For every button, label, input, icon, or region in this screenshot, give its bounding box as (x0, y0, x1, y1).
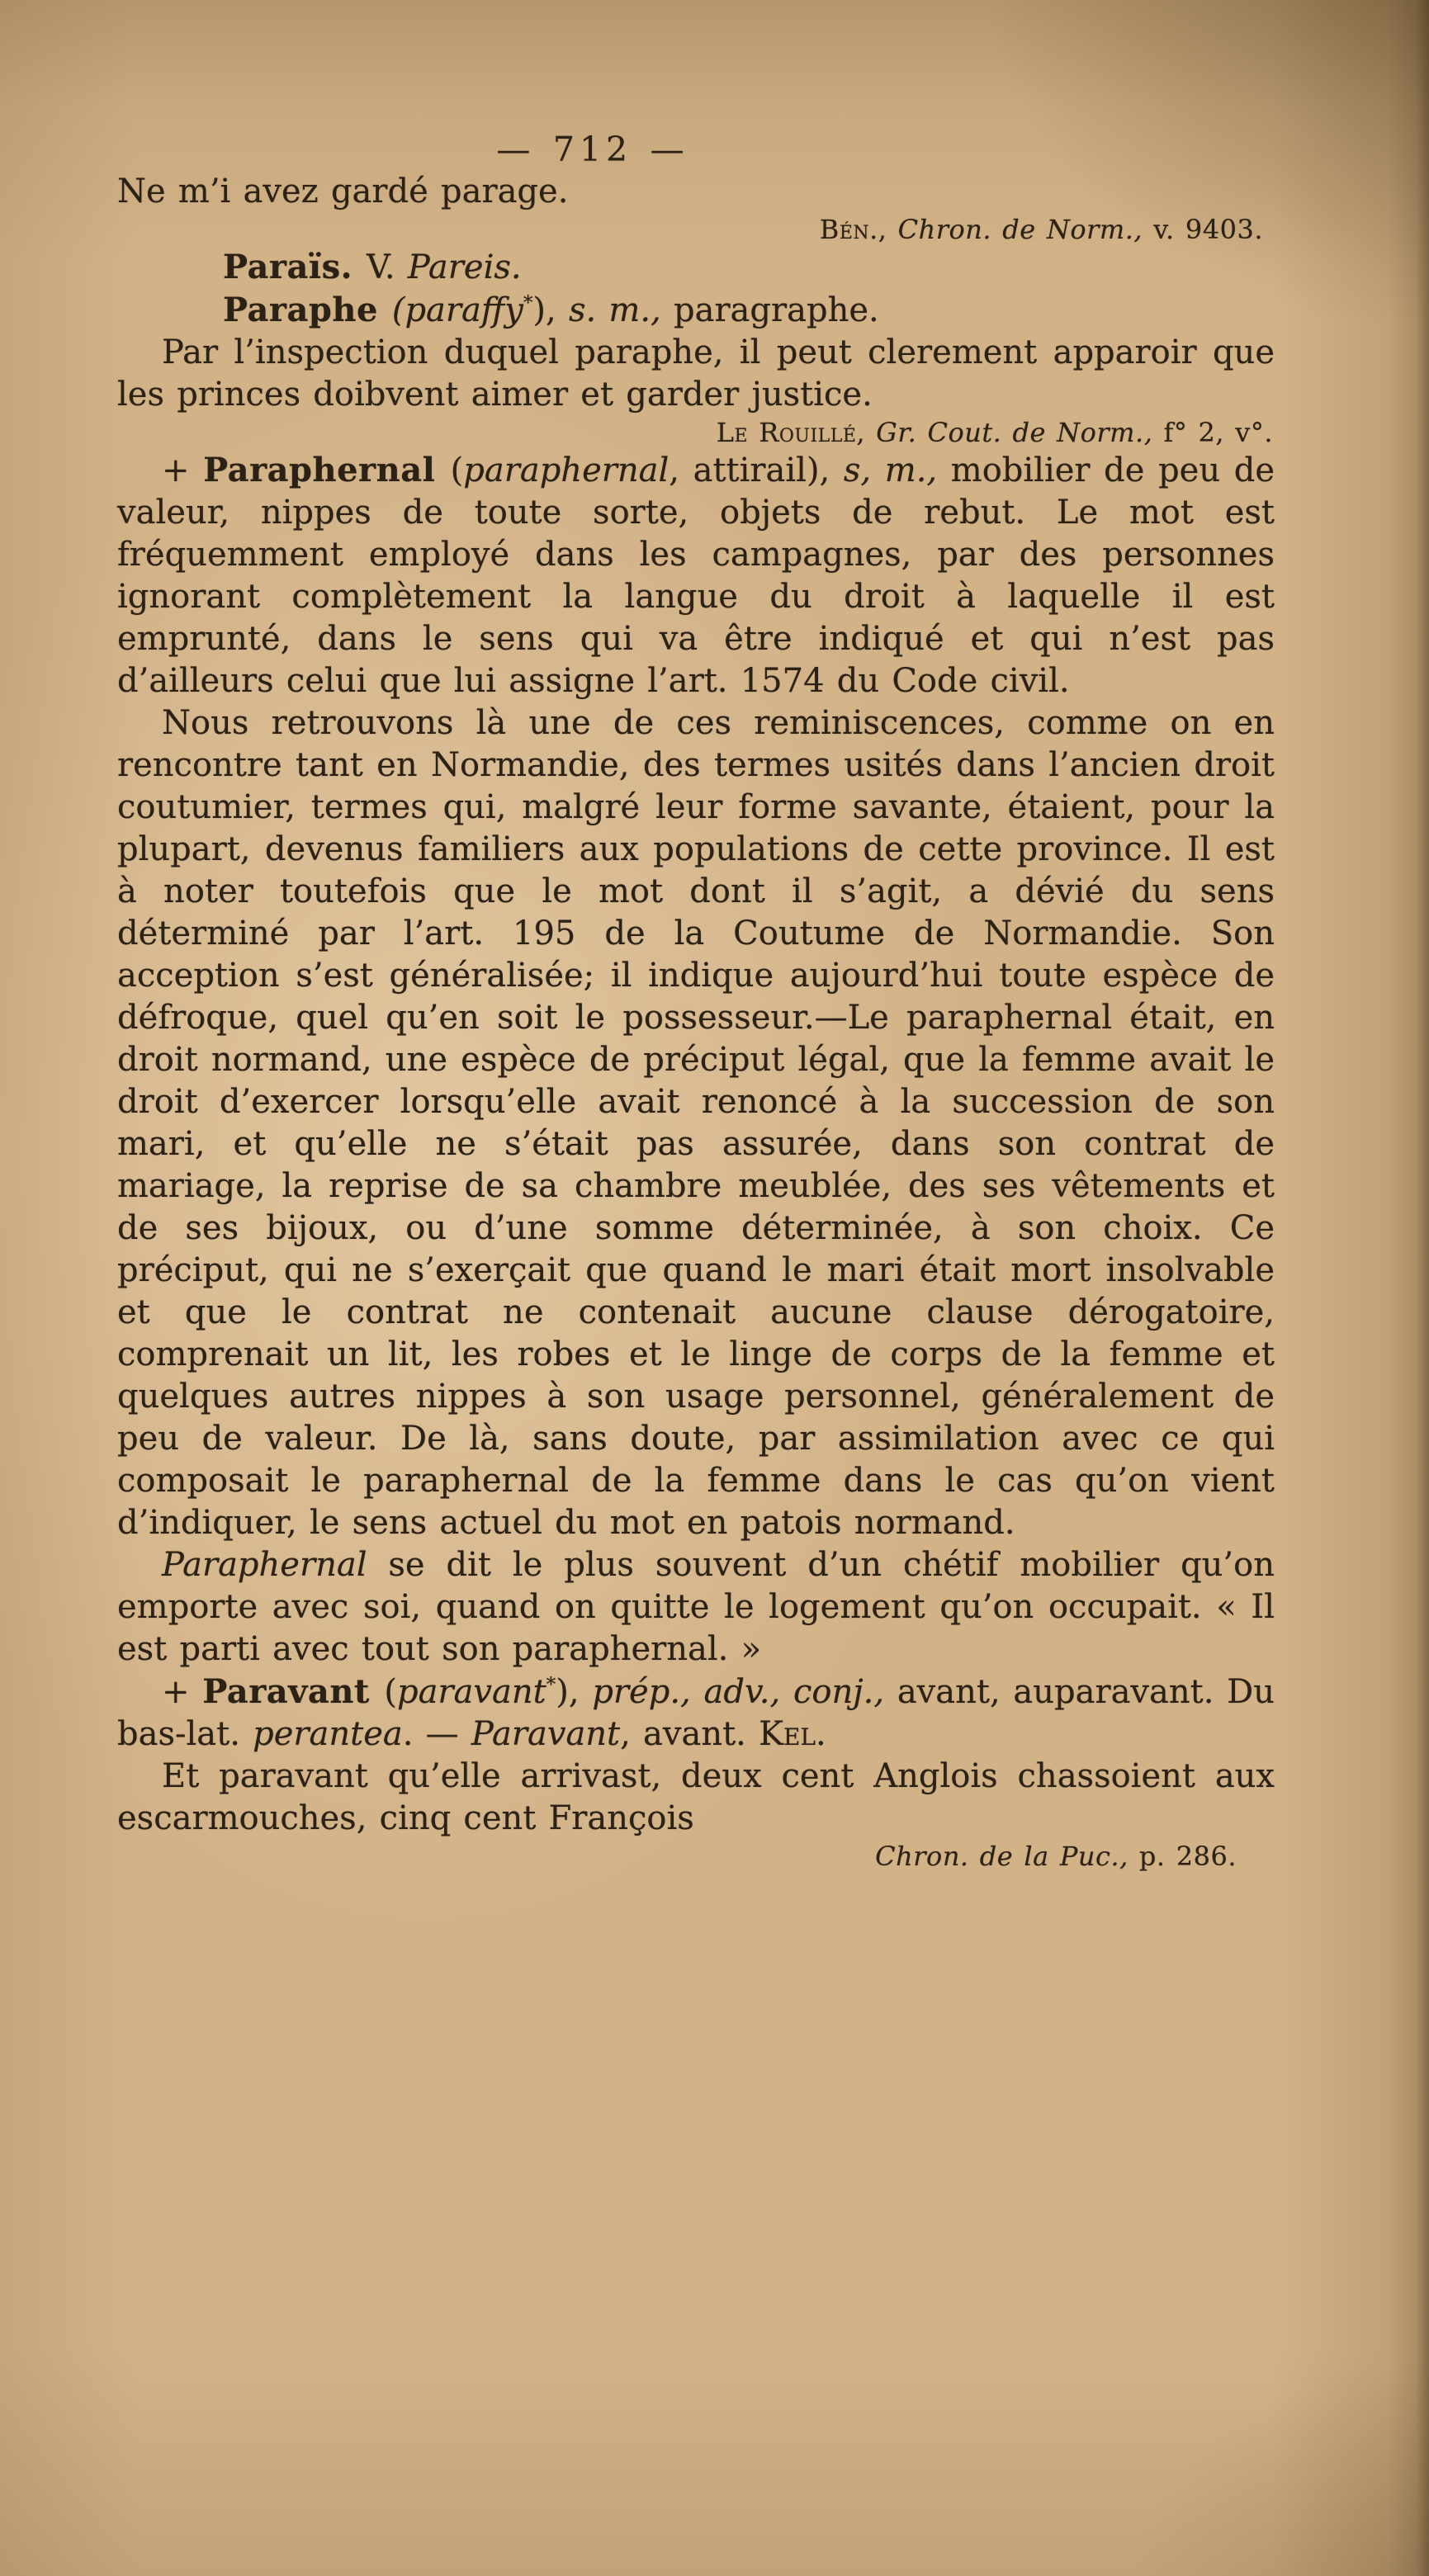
entry-paraphe (117, 289, 1275, 332)
page-content (117, 0, 1275, 1873)
etymon-paraffy: (paraffy (391, 291, 523, 329)
headword-paraphe: Paraphe (223, 291, 392, 329)
gloss-paraphe: paragraphe. (673, 291, 879, 329)
part-of-speech: prép., adv., conj., (592, 1673, 897, 1711)
plus-sign: + (162, 1673, 203, 1711)
paren-open: ( (384, 1673, 397, 1711)
citation-le-rouille (117, 416, 1275, 449)
asterisk-mark: * (546, 1673, 556, 1696)
gloss-paravant: avant, auparavant. Du bas-lat. (117, 1673, 1275, 1753)
definition-paraphernal: mobilier de peu de valeur, nippes de toute sorte, objets de rebut. Le mot est fréquemment employé dans les campagnes, par des personnes ignorant complètement la langue du droit à laquelle il est emprunté, dans le sens qui va être indiqué et qui n’est pas d’ailleurs celui que lui assigne l’art. 1574 du Code civil. (117, 451, 1275, 700)
etymon-paraphernal: paraphernal (463, 451, 670, 489)
headword-parais: Paraïs. (223, 248, 367, 286)
entry-parais (117, 246, 1275, 289)
citation-chron-puc (117, 1840, 1275, 1873)
paren-open: ( (450, 451, 464, 489)
cross-reference: Pareis. (407, 248, 522, 286)
latin-etymon: perantea (253, 1715, 403, 1753)
quote-parage-line: Ne m’i avez gardé parage. (117, 173, 569, 210)
etymon-paravant: paravant (396, 1673, 547, 1711)
citation-work: Chron. de la Puc., (875, 1841, 1139, 1872)
variant-form: Paravant (471, 1715, 621, 1753)
asterisk-mark: * (523, 291, 533, 314)
quote-paravant: Et paravant qu’elle arrivast, deux cent Anglois chassoient aux escarmouches, cinq cent François (117, 1757, 1275, 1837)
citation-author: Le Rouillé, (716, 417, 877, 448)
headword-paraphernal: Paraphernal (203, 451, 451, 489)
citation-ref: p. 286. (1138, 1841, 1237, 1872)
etymon-close: ), (532, 291, 569, 329)
dash-separator: . — (402, 1715, 471, 1753)
citation-work: Gr. Cout. de Norm., (876, 417, 1164, 448)
paragraph-paraphernal-usage (117, 1544, 1275, 1671)
entry-paravant (117, 1671, 1275, 1756)
part-of-speech: s, m., (843, 451, 951, 489)
citation-work: Chron. de Norm., (897, 214, 1154, 245)
plus-sign: + (162, 451, 204, 489)
variant-gloss: , avant. (620, 1715, 759, 1753)
source-kel: Kel. (759, 1715, 826, 1753)
entry-paraphernal (117, 449, 1275, 702)
citation-ben-chron-norm (117, 213, 1275, 246)
usage-text: se dit le plus souvent d’un chétif mobilier qu’on emporte avec soi, quand on quitte le logement qu’on occupait. « Il est parti avec tout son paraphernal. » (117, 1546, 1275, 1668)
headword-paravant: Paravant (202, 1672, 385, 1711)
see-abbrev: V. (366, 248, 408, 286)
quote-paraphe: Par l’inspection duquel paraphe, il peut clerement apparoir que les princes doibvent aimer et garder justice. (117, 333, 1275, 414)
citation-ref: v. 9403. (1153, 214, 1263, 245)
paren-close: ), (556, 1673, 593, 1711)
lead-word-paraphernal: Paraphernal (162, 1546, 367, 1584)
citation-author: Bén., (819, 214, 898, 245)
etymon-gloss: , attirail), (669, 451, 844, 489)
page-number: — 712 — (496, 130, 689, 169)
paragraph-paraphernal-history: Nous retrouvons là une de ces reminiscences, comme on en rencontre tant en Normandie, des termes usités dans l’ancien droit coutumier, termes qui, malgré leur forme savante, étaient, pour la plupart, devenus familiers aux populations de cette province. Il est à noter toutefois que le mot dont il s’agit, a dévié du sens déterminé par l’art. 195 de la Coutume de Normandie. Son acception s’est généralisée; il indique aujourd’hui toute espèce de défroque, quel qu’en soit le possesseur.—Le paraphernal était, en droit normand, une espèce de préciput légal, que la femme avait le droit d’exercer lorsqu’elle avait renoncé à la succession de son mari, et qu’elle ne s’était pas assurée, dans son contrat de mariage, la reprise de sa chambre meublée, des ses vêtements et de ses bijoux, ou d’une somme déterminée, à son choix. Ce préciput, qui ne s’exerçait que quand le mari était mort insolvable et que le contrat ne contenait aucune clause dérogatoire, comprenait un lit, les robes et le linge de corps de la femme et quelques autres nippes à son usage personnel, généralement de peu de valeur. De là, sans doute, par assimilation avec ce qui composait le paraphernal de la femme dans le cas qu’on vient d’indiquer, le sens actuel du mot en patois normand. (117, 704, 1275, 1542)
part-of-speech: s. m., (568, 291, 674, 329)
citation-ref: f° 2, v°. (1163, 417, 1273, 448)
